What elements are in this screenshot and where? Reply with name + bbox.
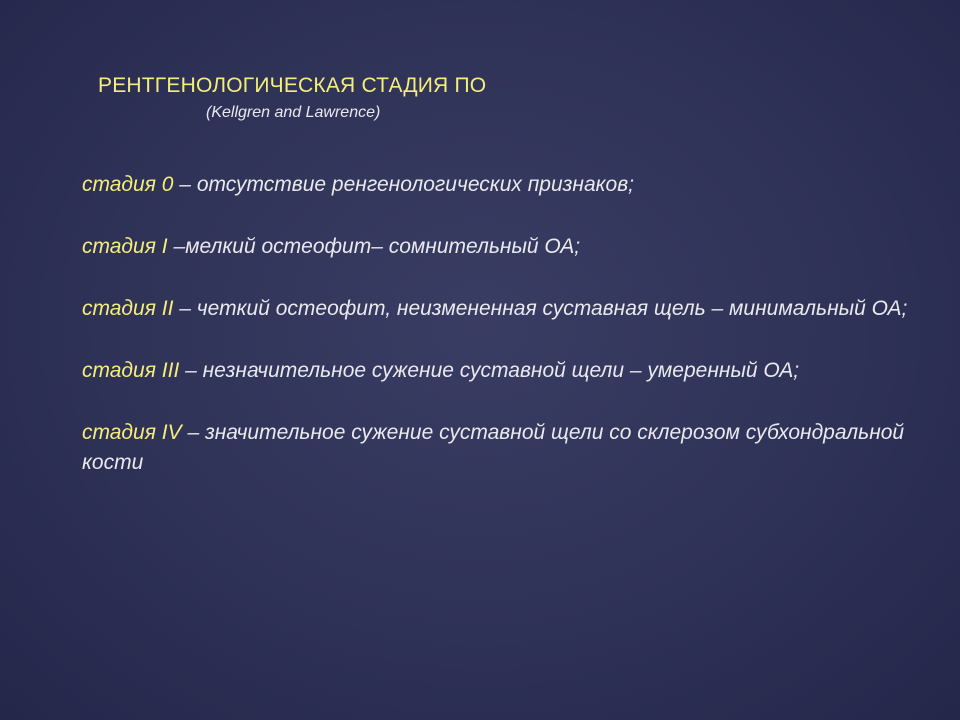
stage-3-label: стадия III xyxy=(82,359,180,382)
stage-4-text: – значительное сужение суставной щели со склерозом субхондральной кости xyxy=(82,421,905,474)
stage-1-text: –мелкий остеофит– сомнительный ОА; xyxy=(167,235,581,258)
stage-0-item xyxy=(82,170,942,200)
stage-0-label: стадия 0 xyxy=(82,173,174,196)
slide-title: РЕНТГЕНОЛОГИЧЕСКАЯ СТАДИЯ ПО xyxy=(98,74,487,97)
stage-list xyxy=(82,170,942,510)
stage-2-item xyxy=(82,294,942,324)
stage-4-item xyxy=(82,418,942,478)
stage-3-item xyxy=(82,356,942,386)
stage-2-label: стадия II xyxy=(82,297,174,320)
slide-subtitle: (Kellgren and Lawrence) xyxy=(206,104,381,121)
stage-2-text: – четкий остеофит, неизмененная суставная щель – минимальный ОА; xyxy=(173,297,908,320)
stage-4-label: стадия IV xyxy=(82,421,182,444)
stage-0-text: – отсутствие ренгенологических признаков; xyxy=(173,173,635,196)
stage-1-item xyxy=(82,232,942,262)
stage-3-text: – незначительное сужение суставной щели – умеренный ОА; xyxy=(179,359,800,382)
stage-1-label: стадия I xyxy=(82,235,168,258)
